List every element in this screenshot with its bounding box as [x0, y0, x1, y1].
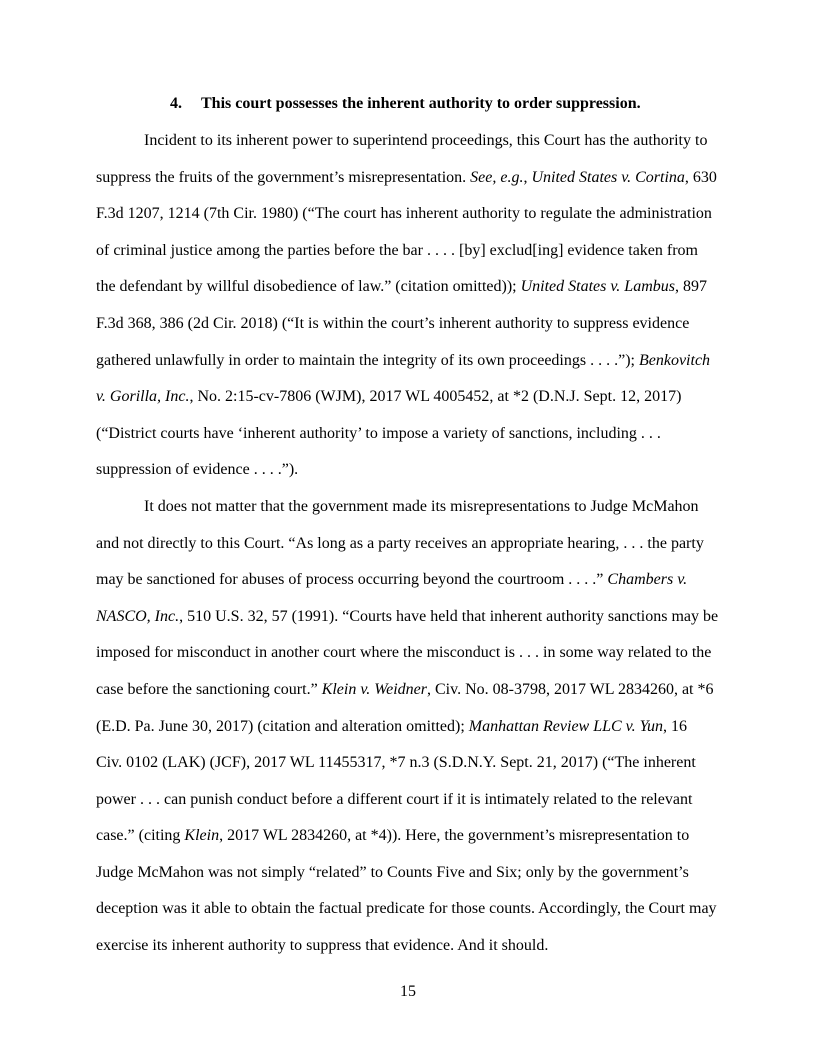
- body-text-segment: , 897: [674, 278, 707, 296]
- text-line: [96, 928, 728, 965]
- text-line: [96, 160, 728, 197]
- body-text-segment: power . . . can punish conduct before a different court if it is intimately related to the relevant: [96, 790, 693, 808]
- text-line: [96, 269, 728, 306]
- section-heading: [170, 95, 641, 113]
- paragraph: [96, 123, 728, 489]
- body-text-segment: deception was it able to obtain the factual predicate for those counts. Accordingly, the Court may: [96, 900, 717, 918]
- body-text-segment: , No. 2:15-cv-7806 (WJM), 2017 WL 4005452, at *2 (D.N.J. Sept. 12, 2017): [189, 388, 682, 406]
- body-text-segment: Civ. 0102 (LAK) (JCF), 2017 WL 11455317, *7 n.3 (S.D.N.Y. Sept. 21, 2017) (“The inherent: [96, 754, 696, 772]
- text-line: [96, 416, 728, 453]
- text-line: [96, 196, 728, 233]
- body-text-segment: , Civ. No. 08-3798, 2017 WL 2834260, at *6: [427, 680, 714, 698]
- text-line: [96, 562, 728, 599]
- text-line: [96, 782, 728, 819]
- italic-citation-text: United States v. Cortina: [531, 168, 685, 186]
- heading-number: 4.: [170, 95, 182, 112]
- body-text-segment: F.3d 1207, 1214 (7th Cir. 1980) (“The court has inherent authority to regulate the administration: [96, 205, 712, 223]
- italic-citation-text: v. Gorilla, Inc.: [96, 388, 190, 406]
- text-line: [96, 818, 728, 855]
- body-text-segment: Judge McMahon was not simply “related” to Counts Five and Six; only by the government’s: [96, 863, 689, 881]
- text-line: [96, 855, 728, 892]
- body-text-segment: , 630: [684, 168, 717, 186]
- body-text-segment: (“District courts have ‘inherent authority’ to impose a variety of sanctions, including . . .: [96, 424, 661, 442]
- italic-citation-text: Klein: [184, 827, 220, 845]
- body-text-segment: of criminal justice among the parties before the bar . . . . [by] exclud[ing] evidence taken from: [96, 241, 698, 259]
- body-text-segment: gathered unlawfully in order to maintain the integrity of its own proceedings . . . .”);: [96, 351, 639, 369]
- text-line: [96, 672, 728, 709]
- body-text: [96, 123, 728, 965]
- italic-citation-text: See, e.g.: [470, 168, 524, 186]
- text-line: [96, 489, 728, 526]
- text-line: [96, 123, 728, 160]
- heading-title: This court possesses the inherent authority to order suppression.: [201, 95, 641, 112]
- italic-citation-text: NASCO, Inc.: [96, 607, 180, 625]
- body-text-segment: suppress the fruits of the government’s misrepresentation.: [96, 168, 471, 186]
- text-line: [96, 745, 728, 782]
- body-text-segment: , 510 U.S. 32, 57 (1991). “Courts have held that inherent authority sanctions may be: [179, 607, 719, 625]
- body-text-segment: , 2017 WL 2834260, at *4)). Here, the government’s misrepresentation to: [219, 827, 690, 845]
- page-number: 15: [400, 983, 416, 1000]
- paragraph: [96, 489, 728, 965]
- italic-citation-text: Manhattan Review LLC v. Yun: [468, 717, 664, 735]
- body-text-segment: case before the sanctioning court.”: [96, 680, 322, 698]
- body-text-segment: , 16: [663, 717, 688, 735]
- text-line: [96, 233, 728, 270]
- body-text-segment: (E.D. Pa. June 30, 2017) (citation and alteration omitted);: [96, 717, 469, 735]
- body-text-segment: It does not matter that the government made its misrepresentations to Judge McMahon: [144, 497, 699, 515]
- text-line: [96, 306, 728, 343]
- body-text-segment: imposed for misconduct in another court where the misconduct is . . . in some way related to the: [96, 644, 712, 662]
- text-line: [96, 452, 728, 489]
- text-line: [96, 599, 728, 636]
- body-text-segment: suppression of evidence . . . .”).: [96, 461, 299, 479]
- text-line: [96, 635, 728, 672]
- body-text-segment: Incident to its inherent power to superintend proceedings, this Court has the authority to: [144, 132, 708, 149]
- body-text-segment: may be sanctioned for abuses of process occurring beyond the courtroom . . . .”: [96, 571, 608, 589]
- text-line: [96, 343, 728, 380]
- body-text-segment: the defendant by willful disobedience of law.” (citation omitted));: [96, 278, 521, 296]
- body-text-segment: exercise its inherent authority to suppress that evidence. And it should.: [96, 937, 549, 955]
- body-text-segment: and not directly to this Court. “As long as a party receives an appropriate hearing, . . . the party: [96, 534, 704, 552]
- body-text-segment: ,: [523, 168, 532, 186]
- text-line: [96, 379, 728, 416]
- body-text-segment: F.3d 368, 386 (2d Cir. 2018) (“It is within the court’s inherent authority to suppress evidence: [96, 314, 690, 332]
- text-line: [96, 891, 728, 928]
- text-line: [96, 709, 728, 746]
- body-text-segment: case.” (citing: [96, 827, 185, 845]
- italic-citation-text: United States v. Lambus: [520, 278, 675, 296]
- text-line: [96, 526, 728, 563]
- italic-citation-text: Klein v. Weidner: [321, 680, 427, 698]
- italic-citation-text: Benkovitch: [638, 351, 711, 369]
- italic-citation-text: Chambers v.: [607, 571, 688, 589]
